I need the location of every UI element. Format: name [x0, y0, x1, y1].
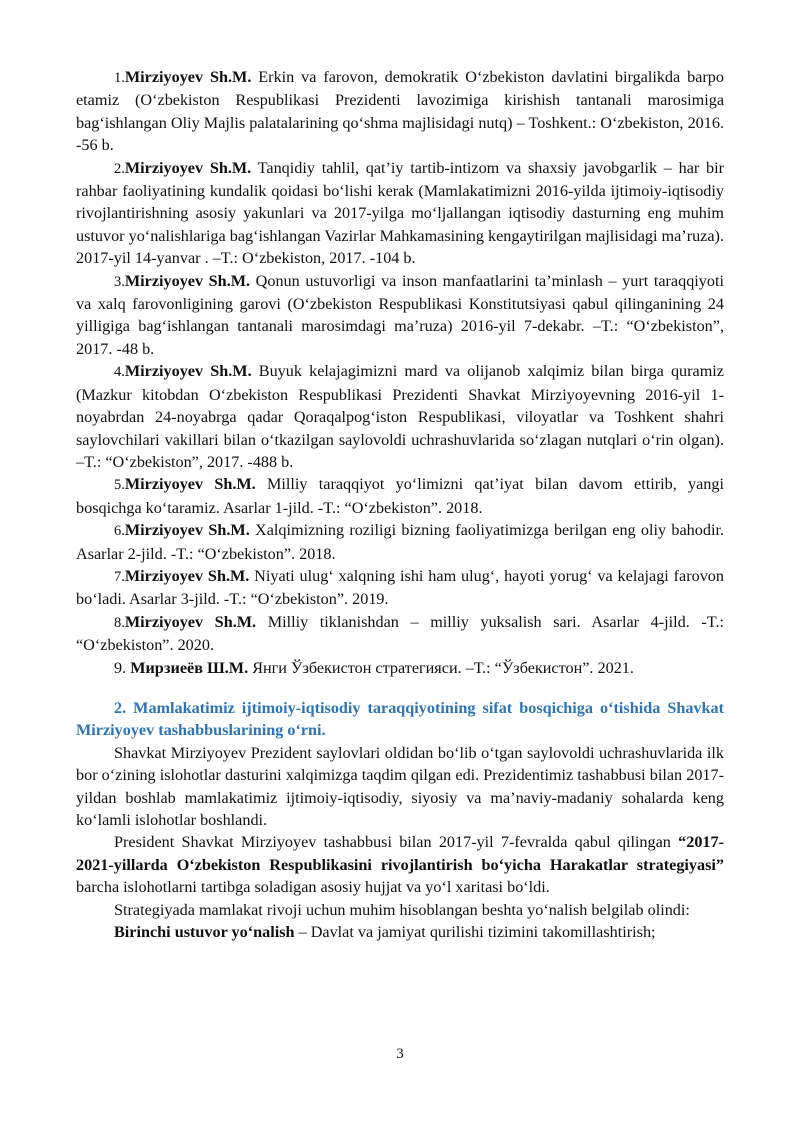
reference-number: 8. — [114, 614, 125, 631]
reference-item — [76, 519, 724, 565]
reference-number: 7. — [114, 568, 125, 585]
reference-number: 5. — [114, 477, 125, 494]
reference-item — [76, 565, 724, 611]
reference-text: Milliy tiklanishdan – milliy yuksalish sari. Asarlar 4-jild. -T.: “O‘zbekiston”. 2020. — [76, 612, 724, 655]
reference-text: Milliy taraqqiyot yo‘limizni qat’iyat bilan davom ettirib, yangi bosqichga ko‘taramiz. Asarlar 1-jild. -T.: “O‘zbekiston”. 2018. — [76, 475, 724, 517]
reference-item — [76, 270, 724, 361]
reference-item — [76, 360, 724, 473]
reference-list — [76, 66, 724, 679]
reference-author: Mirziyoyev Sh.M. — [124, 158, 252, 177]
reference-number: 2. — [114, 160, 125, 177]
reference-number: 3. — [114, 273, 125, 290]
paragraph-text: President Shavkat Mirziyoyev tashabbusi bilan 2017-yil 7-fevralda qabul qilingan — [114, 833, 679, 852]
reference-author: Mirziyoyev Sh.M. — [124, 612, 257, 631]
reference-number: 6. — [114, 523, 125, 540]
strategy-title: “2017-2021-yillarda O‘zbekiston Respublikasini rivojlantirish bo‘yicha Harakatlar strategiyasi” — [76, 833, 724, 874]
body-paragraph — [76, 831, 724, 898]
body-paragraph: Strategiyada mamlakat rivoji uchun muhim hisoblangan beshta yo‘nalish belgilab olindi: — [114, 900, 690, 919]
reference-text: Buyuk kelajagimizni mard va olijanob xalqimiz bilan birga quramiz (Mazkur kitobdan O‘zbekiston Respublikasi Prezidenti Shavkat Mirziyoyevning 2016-yil 1-noyabrdan 24-noyabrga qadar Qoraqalpog‘iston Respublikasi, viloyatlar va Toshkent shahri saylovchilari vakillari bilan o‘tkazilgan saylovoldi uchrashuvlarida so‘zlagan nutqlari o‘rin olgan). –T.: “O‘zbekiston”, 2017. -488 b. — [76, 362, 724, 471]
reference-number: 9. — [114, 658, 131, 677]
reference-text: Erkin va farovon, demokratik O‘zbekiston davlatini birgalikda barpo etamiz (O‘zbekiston Respublikasi Prezidenti lavozimiga kirishish tantanali marosimiga bag‘ishlangan Oliy Majlis palatalarining qo‘shma majlisidagi nutq) – Toshkent.: O‘zbekiston, 2016. -56 b. — [76, 68, 724, 155]
reference-text: Tanqidiy tahlil, qat’iy tartib-intizom va shaxsiy javobgarlik – har bir rahbar faoliyatining kundalik qoidasi bo‘lishi kerak (Mamlakatimizni 2016-yilda ijtimoiy-iqtisodiy rivojlantirishning asosiy yakunlari va 2017-yilga mo‘ljallangan iqtisodiy dasturning eng muhim ustuvor yo‘nalishlariga bag‘ishlangan Vazirlar Mahkamasining kengaytirilgan majlisidagi ma’ruza). 2017-yil 14-yanvar . –T.: O‘zbekiston, 2017. -104 b. — [76, 158, 724, 268]
reference-text: Xalqimizning roziligi bizning faoliyatimizga berilgan eng oliy bahodir. Asarlar 2-jild. -T.: “O‘zbekiston”. 2018. — [76, 521, 724, 563]
reference-item — [76, 657, 724, 679]
paragraph-text: – Davlat va jamiyat qurilishi tizimini takomillashtirish; — [294, 923, 656, 942]
reference-item — [76, 473, 724, 519]
document-page — [76, 66, 724, 943]
body-paragraph — [76, 921, 724, 943]
page-number: 3 — [396, 1046, 404, 1062]
reference-author: Мирзиеёв Ш.М. — [130, 658, 249, 677]
reference-item — [76, 157, 724, 270]
priority-label: Birinchi ustuvor yo‘nalish — [114, 923, 295, 942]
reference-author: Mirziyoyev Sh.M. — [124, 271, 251, 290]
reference-author: Mirziyoyev Sh.M. — [124, 362, 252, 381]
reference-text: Qonun ustuvorligi va inson manfaatlarini ta’minlash – yurt taraqqiyoti va xalq farovonligining garovi (O‘zbekiston Respublikasi Konstitutsiyasi qabul qilinganining 24 yilligiga bag‘ishlangan tantanali marosimdagi ma’ruza) 2016-yil 7-dekabr. –T.: “O‘zbekiston”, 2017. -48 b. — [76, 271, 724, 358]
reference-item — [76, 611, 724, 657]
reference-author: Mirziyoyev Sh.M. — [124, 521, 250, 540]
reference-text: Niyati ulug‘ xalqning ishi ham ulug‘, hayoti yorug‘ va kelajagi farovon bo‘ladi. Asarlar 3-jild. -T.: “O‘zbekiston”. 2019. — [76, 566, 724, 609]
reference-author: Mirziyoyev Sh.M. — [124, 475, 256, 494]
reference-number: 4. — [114, 364, 125, 381]
reference-author: Mirziyoyev Sh.M. — [124, 566, 250, 585]
reference-text: Янги Ўзбекистон стратегияси. –Т.: “Ўзбекистон”. 2021. — [248, 658, 634, 677]
body-paragraph: Shavkat Mirziyoyev Prezident saylovlari oldidan bo‘lib o‘tgan saylovoldi uchrashuvlarida ilk bor o‘zining islohotlar dasturini xalqimizga taqdim qilgan edi. Prezidentimiz tashabbusi bilan 2017-yildan boshlab mamlakatimiz ijtimoiy-iqtisodiy, siyosiy va ma’naviy-madaniy sohalarda keng ko‘lamli islohotlar boshlandi. — [76, 743, 724, 829]
reference-number: 1. — [114, 70, 125, 86]
paragraph-text: barcha islohotlarni tartibga soladigan asosiy hujjat va yo‘l xaritasi bo‘ldi. — [76, 878, 550, 897]
reference-item — [76, 66, 724, 157]
reference-author: Mirziyoyev Sh.M. — [124, 68, 252, 86]
section-heading: 2. Mamlakatimiz ijtimoiy-iqtisodiy taraqqiyotining sifat bosqichiga o‘tishida Shavkat Mirziyoyev tashabbuslarining o‘rni. — [76, 698, 724, 740]
